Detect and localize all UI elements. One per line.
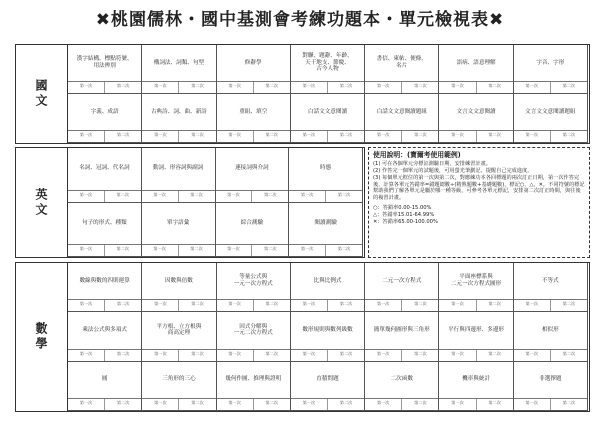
unit-label: 動詞、形容詞與副詞 <box>152 165 204 172</box>
math-grid <box>68 263 588 411</box>
second-check-box[interactable]: 第二次 <box>116 246 130 251</box>
unit-label: 平面座標系與 二元一次方程式圖形 <box>450 274 502 288</box>
second-check-box[interactable]: 第二次 <box>488 83 501 88</box>
first-check-box[interactable]: 第一次 <box>514 399 551 410</box>
unit-label: 圓 <box>101 376 108 383</box>
check-row <box>68 81 141 93</box>
legend-cross: ✕：答錯率65.00-100.00% <box>373 218 438 225</box>
first-check-box[interactable]: 第一次 <box>365 350 402 361</box>
unit-label: 修辭學 <box>244 59 262 66</box>
first-check-box[interactable]: 第一次 <box>142 350 179 361</box>
unit-label: 直積問題 <box>316 376 339 383</box>
check-row <box>68 299 141 311</box>
unit-label: 文言文文意閱讀題組 <box>525 108 576 115</box>
first-check-box[interactable]: 第一次 <box>68 350 105 361</box>
check-row <box>68 398 141 410</box>
unit-label: 機率與統計 <box>462 376 491 383</box>
first-check-box[interactable]: 第一次 <box>142 300 179 311</box>
unit-cell <box>514 45 588 94</box>
first-check-box[interactable]: 第一次 <box>365 399 402 410</box>
first-check-box[interactable]: 第一次 <box>439 131 476 142</box>
unit-cell <box>291 263 365 312</box>
unit-cell <box>216 203 290 258</box>
check-row <box>142 130 215 142</box>
legend-circle: ○：答錯率0.00-15.00% <box>373 205 432 212</box>
unit-label: 漢字結構、標點符號、 用法辨別 <box>76 56 133 69</box>
unit-cell <box>217 362 291 411</box>
instruction-item: (1) 可在各個單元旁標註測驗日期，安排練習計畫。 <box>373 160 491 167</box>
second-check-box[interactable]: 第二次 <box>116 191 130 197</box>
chinese-grid <box>68 45 588 143</box>
unit-label: 二次函數 <box>390 376 413 383</box>
second-check-box[interactable]: 第二次 <box>116 83 130 88</box>
unit-label: 平行與四邊形、多邊形 <box>448 327 505 333</box>
unit-cell <box>68 263 142 312</box>
check-row <box>217 130 290 142</box>
second-check-box[interactable]: 第二次 <box>265 350 279 356</box>
first-check-box[interactable]: 第一次 <box>217 300 254 311</box>
check-row <box>217 299 290 311</box>
second-check-box[interactable]: 第二次 <box>191 132 204 137</box>
unit-cell <box>217 94 291 143</box>
first-check-box[interactable]: 第一次 <box>291 350 328 361</box>
second-check-box[interactable]: 第二次 <box>562 301 576 307</box>
first-check-box[interactable]: 第一次 <box>68 191 105 202</box>
check-row <box>68 130 141 142</box>
second-check-box[interactable]: 第二次 <box>488 350 501 356</box>
second-check-box[interactable]: 第二次 <box>339 399 353 405</box>
math-section <box>15 262 590 412</box>
second-check-box[interactable]: 第二次 <box>191 350 204 356</box>
first-check-box[interactable]: 第一次 <box>68 399 105 410</box>
unit-cell <box>291 94 365 143</box>
unit-cell <box>291 45 365 94</box>
second-check-box[interactable]: 第二次 <box>562 132 576 137</box>
unit-label: 數形規則與數列級數 <box>302 327 353 333</box>
unit-label: 書信、柬帖、便條、 名片 <box>376 56 427 69</box>
first-check-box[interactable]: 第一次 <box>217 131 254 142</box>
first-check-box[interactable]: 第一次 <box>142 82 179 93</box>
second-check-box[interactable]: 第二次 <box>488 132 501 137</box>
chinese-label: 國文 <box>16 45 68 143</box>
check-row <box>439 81 512 93</box>
check-row <box>142 398 215 410</box>
second-check-box[interactable]: 第二次 <box>414 350 427 356</box>
unit-label: 構詞法、詞類、句型 <box>153 59 205 66</box>
second-check-box[interactable]: 第二次 <box>265 132 279 137</box>
unit-label: 句子的形式、種類 <box>81 219 127 226</box>
check-row <box>514 81 587 93</box>
check-row <box>216 190 289 202</box>
unit-label: 字音、字形 <box>536 59 565 66</box>
unit-label: 因數與倍數 <box>164 277 193 284</box>
unit-label: 名詞、冠詞、代名詞 <box>79 165 130 172</box>
unit-cell <box>68 45 142 94</box>
unit-label: 文言文文意閱讀 <box>456 108 496 115</box>
unit-cell <box>365 263 439 312</box>
second-check-box[interactable]: 第二次 <box>264 191 277 197</box>
first-check-box[interactable]: 第一次 <box>217 82 254 93</box>
english-section <box>15 147 365 258</box>
check-row <box>365 130 438 142</box>
second-check-box[interactable]: 第二次 <box>339 350 353 356</box>
check-row <box>291 81 364 93</box>
second-check-box[interactable]: 第二次 <box>562 350 576 356</box>
unit-label: 等量公式與 一元一次方程式 <box>233 274 273 288</box>
first-check-box[interactable]: 第一次 <box>291 131 328 142</box>
first-check-box[interactable]: 第一次 <box>439 82 476 93</box>
unit-label: 三角形的三心 <box>162 376 196 383</box>
second-check-box[interactable]: 第二次 <box>414 132 427 137</box>
check-row <box>291 130 364 142</box>
english-label: 英文 <box>16 148 68 257</box>
math-label: 數學 <box>16 263 68 411</box>
unit-cell <box>514 263 588 312</box>
first-check-box[interactable]: 第一次 <box>142 191 179 202</box>
check-row <box>439 299 512 311</box>
unit-cell <box>217 45 291 94</box>
unit-label: 二元一次方程式 <box>382 277 422 284</box>
second-check-box[interactable]: 第二次 <box>191 399 204 405</box>
first-check-box[interactable]: 第一次 <box>365 82 402 93</box>
unit-label: 乘法公式與多項式 <box>82 327 128 333</box>
second-check-box[interactable]: 第二次 <box>265 83 279 88</box>
check-row <box>514 130 587 142</box>
unit-cell <box>514 362 588 411</box>
second-check-box[interactable]: 第二次 <box>116 350 130 356</box>
check-row <box>291 349 364 361</box>
check-row <box>68 349 141 361</box>
second-check-box[interactable]: 第二次 <box>116 132 130 137</box>
unit-cell <box>289 148 363 203</box>
second-check-box[interactable]: 第二次 <box>488 301 501 307</box>
check-row <box>365 299 438 311</box>
first-check-box[interactable]: 第一次 <box>514 82 551 93</box>
second-check-box[interactable]: 第二次 <box>116 399 130 405</box>
instruction-item: (3) 每個單元框位的第一次與第二次，對應練功本各回標題的兩次訂正日期，第一次作答完後，計算各單元答錯率=錯題總數÷(精熟題數+基礎題數)，標記○、△、✕，不同符號的標記幫助我們了解各單元是屬於哪一種等級，可參考各單元標記，安排第二次訂正時間，與往後的複習計畫。 <box>373 174 585 202</box>
unit-cell <box>217 263 291 312</box>
check-row <box>142 190 215 202</box>
check-row <box>514 299 587 311</box>
unit-cell <box>142 45 216 94</box>
unit-label: 白話文文意閱讀 <box>307 108 348 115</box>
unit-cell <box>439 263 513 312</box>
english-grid <box>68 148 363 257</box>
check-row <box>217 398 290 410</box>
check-row <box>289 244 362 256</box>
unit-label: 非選擇題 <box>539 376 562 383</box>
second-check-box[interactable]: 第二次 <box>339 132 353 137</box>
unit-cell <box>142 312 216 361</box>
unit-cell <box>142 203 216 258</box>
second-check-box[interactable]: 第二次 <box>339 301 353 307</box>
unit-cell <box>68 362 142 411</box>
unit-cell <box>142 263 216 312</box>
unit-label: 相似形 <box>541 327 559 333</box>
check-row <box>514 398 587 410</box>
check-row <box>68 190 141 202</box>
first-check-box[interactable]: 第一次 <box>142 245 179 256</box>
first-check-box[interactable]: 第一次 <box>291 399 328 410</box>
unit-cell <box>142 362 216 411</box>
unit-cell <box>439 312 513 361</box>
unit-cell <box>291 312 365 361</box>
first-check-box[interactable]: 第一次 <box>217 350 254 361</box>
check-row <box>217 81 290 93</box>
first-check-box[interactable]: 第一次 <box>289 245 326 256</box>
first-check-box[interactable]: 第一次 <box>68 245 105 256</box>
unit-cell <box>68 203 142 258</box>
first-check-box[interactable]: 第一次 <box>365 300 402 311</box>
first-check-box[interactable]: 第一次 <box>142 131 179 142</box>
check-row <box>439 130 512 142</box>
unit-label: 時態 <box>320 165 332 172</box>
unit-cell <box>68 94 142 143</box>
unit-label: 幾何作圖、推理與證明 <box>225 376 282 383</box>
usage-instructions <box>368 147 590 258</box>
instruction-item: (2) 作答完一個單元的試題後，可用螢光筆劃記，提醒自己完成進度。 <box>373 167 533 174</box>
second-check-box[interactable]: 第二次 <box>265 301 279 307</box>
second-check-box[interactable]: 第二次 <box>562 399 576 405</box>
check-row <box>216 244 289 256</box>
second-check-box[interactable]: 第二次 <box>414 399 427 405</box>
unit-cell <box>365 45 439 94</box>
check-row <box>365 398 438 410</box>
unit-label: 數線與數的四則運算 <box>79 277 130 284</box>
unit-cell <box>68 148 142 203</box>
first-check-box[interactable]: 第一次 <box>514 131 551 142</box>
unit-label: 重組、填空 <box>239 108 268 115</box>
first-check-box[interactable]: 第一次 <box>439 350 476 361</box>
first-check-box[interactable]: 第一次 <box>365 131 402 142</box>
second-check-box[interactable]: 第二次 <box>116 301 130 307</box>
check-row <box>289 190 362 202</box>
check-row <box>142 349 215 361</box>
first-check-box[interactable]: 第一次 <box>514 300 551 311</box>
check-row <box>142 299 215 311</box>
chinese-section <box>15 44 590 144</box>
first-check-box[interactable]: 第一次 <box>216 191 253 202</box>
check-row <box>142 244 215 256</box>
first-check-box[interactable]: 第一次 <box>289 191 326 202</box>
second-check-box[interactable]: 第二次 <box>339 83 353 88</box>
unit-label: 古典詩、詞、曲、新詩 <box>150 108 207 115</box>
unit-cell <box>439 45 513 94</box>
second-check-box[interactable]: 第二次 <box>414 301 427 307</box>
legend-triangle: △：答錯率15.01-64.99% <box>373 211 435 218</box>
unit-cell <box>439 94 513 143</box>
check-row <box>291 299 364 311</box>
first-check-box[interactable]: 第一次 <box>291 82 328 93</box>
unit-cell <box>142 148 216 203</box>
first-check-box[interactable]: 第一次 <box>142 399 179 410</box>
first-check-box[interactable]: 第一次 <box>217 399 254 410</box>
unit-label: 綜合測驗 <box>240 219 264 226</box>
unit-label: 平方根、立方根與 商高定理 <box>156 323 202 337</box>
check-row <box>439 398 512 410</box>
check-row <box>514 349 587 361</box>
second-check-box[interactable]: 第二次 <box>190 246 203 251</box>
check-row <box>217 349 290 361</box>
first-check-box[interactable]: 第一次 <box>439 300 476 311</box>
unit-label: 語病、語意理解 <box>456 59 496 66</box>
second-check-box[interactable]: 第二次 <box>337 246 351 251</box>
unit-label: 連接詞與介詞 <box>235 165 269 172</box>
second-check-box[interactable]: 第二次 <box>191 301 204 307</box>
unit-cell <box>439 362 513 411</box>
second-check-box[interactable]: 第二次 <box>562 83 576 88</box>
check-row <box>291 398 364 410</box>
first-check-box[interactable]: 第一次 <box>291 300 328 311</box>
first-check-box[interactable]: 第一次 <box>68 82 105 93</box>
second-check-box[interactable]: 第二次 <box>488 399 501 405</box>
check-row <box>142 81 215 93</box>
unit-label: 不等式 <box>541 277 559 284</box>
unit-cell <box>365 362 439 411</box>
unit-cell <box>365 312 439 361</box>
second-check-box[interactable]: 第二次 <box>414 83 427 88</box>
first-check-box[interactable]: 第一次 <box>216 245 253 256</box>
unit-cell <box>216 148 290 203</box>
second-check-box[interactable]: 第二次 <box>264 246 277 251</box>
unit-label: 字義、成語 <box>90 108 119 115</box>
unit-cell <box>291 362 365 411</box>
first-check-box[interactable]: 第一次 <box>68 300 105 311</box>
unit-cell <box>142 94 216 143</box>
check-row <box>439 349 512 361</box>
unit-cell <box>289 203 363 258</box>
unit-label: 比與比例式 <box>313 277 342 284</box>
second-check-box[interactable]: 第二次 <box>190 191 203 197</box>
check-row <box>365 81 438 93</box>
second-check-box[interactable]: 第二次 <box>265 399 279 405</box>
unit-label: 閱讀測驗 <box>314 219 337 226</box>
unit-label: 單字語彙 <box>166 219 190 226</box>
unit-cell <box>365 94 439 143</box>
instructions-heading: 使用說明：(寶爾考使用範例) <box>373 151 461 159</box>
unit-cell <box>217 312 291 361</box>
unit-label: 因式分解與 一元二次方程式 <box>233 323 273 337</box>
page-title: ✖桃園儒林・國中基測會考練功題本・單元檢視表✖ <box>95 10 505 30</box>
unit-label: 對聯、題辭、年齡、 天干地支、節慶、 古今人物 <box>302 52 353 73</box>
first-check-box[interactable]: 第一次 <box>68 131 105 142</box>
first-check-box[interactable]: 第一次 <box>514 350 551 361</box>
check-row <box>365 349 438 361</box>
unit-label: 白話文文意閱讀題組 <box>376 108 427 115</box>
second-check-box[interactable]: 第二次 <box>337 191 351 197</box>
second-check-box[interactable]: 第二次 <box>191 83 204 88</box>
unit-cell <box>514 312 588 361</box>
check-row <box>68 244 141 256</box>
unit-cell <box>514 94 588 143</box>
first-check-box[interactable]: 第一次 <box>439 399 476 410</box>
unit-cell <box>68 312 142 361</box>
unit-label: 簡單幾何圖形與三角形 <box>373 327 430 333</box>
